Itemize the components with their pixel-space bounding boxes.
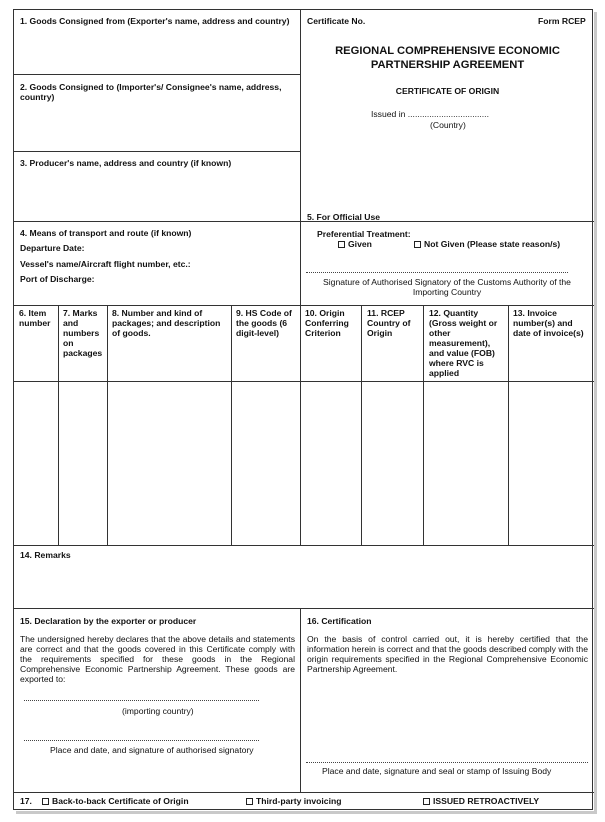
box17-label: 17. (20, 796, 32, 806)
divider (423, 305, 424, 545)
box4-label: 4. Means of transport and route (if known) (20, 228, 192, 238)
third-party-label: Third-party invoicing (256, 796, 342, 806)
third-party-option[interactable] (246, 796, 341, 806)
issuing-body-signature-line (306, 762, 588, 763)
port-of-discharge-label: Port of Discharge: (20, 274, 95, 284)
certificate-form (13, 9, 593, 810)
divider (14, 792, 594, 793)
col-quantity-value: 12. Quantity (Gross weight or other measurement), and value (FOB) where RVC is applied (429, 308, 498, 378)
divider (14, 381, 594, 382)
exporter-signature-caption: Place and date, and signature of authorised signatory (50, 745, 254, 755)
country-caption: (Country) (430, 120, 466, 130)
checkbox-icon[interactable] (414, 241, 421, 248)
divider (14, 74, 300, 75)
col-rcep-country: 11. RCEP Country of Origin (367, 308, 411, 338)
col-item-number: 6. Item number (19, 308, 51, 328)
issued-retroactively-option[interactable] (423, 796, 539, 806)
issued-in-label: Issued in .................................. (371, 109, 489, 119)
box15-label: 15. Declaration by the exporter or producer (20, 616, 197, 626)
col-origin-criterion: 10. Origin Conferring Criterion (305, 308, 349, 338)
issued-retroactively-label: ISSUED RETROACTIVELY (433, 796, 540, 806)
customs-signature-caption: Signature of Authorised Signatory of the Customs Authority of the Importing Country (323, 277, 571, 297)
divider (14, 151, 300, 152)
box14-label: 14. Remarks (20, 550, 71, 560)
divider (300, 305, 301, 545)
not-given-option[interactable] (414, 239, 560, 249)
checkbox-icon[interactable] (338, 241, 345, 248)
back-to-back-label: Back-to-back Certificate of Origin (52, 796, 189, 806)
divider (58, 305, 59, 545)
col-invoice: 13. Invoice number(s) and date of invoice(s) (513, 308, 584, 338)
importing-country-line (24, 700, 259, 701)
signature-line (306, 272, 568, 273)
certificate-no-label: Certificate No. (307, 16, 366, 26)
divider (14, 305, 594, 306)
divider (14, 608, 594, 609)
divider (107, 305, 108, 545)
box3-label: 3. Producer's name, address and country (if known) (20, 158, 232, 168)
col-marks-numbers: 7. Marks and numbers on packages (63, 308, 103, 358)
exporter-signature-line (24, 740, 259, 741)
divider (508, 305, 509, 545)
form-title-line1: REGIONAL COMPREHENSIVE ECONOMIC (335, 45, 560, 57)
preferential-treatment-label: Preferential Treatment: (317, 229, 411, 239)
divider (14, 221, 594, 222)
box1-label: 1. Goods Consigned from (Exporter's name, address and country) (20, 16, 290, 26)
departure-date-label: Departure Date: (20, 243, 85, 253)
declaration-text: The undersigned hereby declares that the above details and statements are correct and that the goods covered in this Certificate comply with the requirements specified for these goods in the Regional Comprehensive Economic Partnership Agreement. These goods are exported to: (20, 634, 295, 684)
back-to-back-option[interactable] (42, 796, 189, 806)
divider (300, 608, 301, 792)
checkbox-icon[interactable] (246, 798, 253, 805)
divider (361, 305, 362, 545)
box5-label: 5. For Official Use (307, 212, 381, 222)
col-hs-code: 9. HS Code of the goods (6 digit-level) (236, 308, 292, 338)
box2-label: 2. Goods Consigned to (Importer's/ Consignee's name, address, country) (20, 82, 282, 102)
divider (231, 305, 232, 545)
divider (14, 545, 594, 546)
form-title-line2: PARTNERSHIP AGREEMENT (370, 59, 525, 71)
certificate-of-origin-title: CERTIFICATE OF ORIGIN (395, 86, 500, 96)
box16-label: 16. Certification (307, 616, 372, 626)
importing-country-caption: (importing country) (122, 706, 194, 716)
checkbox-icon[interactable] (423, 798, 430, 805)
checkbox-icon[interactable] (42, 798, 49, 805)
given-label: Given (348, 239, 372, 249)
not-given-label: Not Given (Please state reason/s) (424, 239, 561, 249)
issuing-body-caption: Place and date, signature and seal or stamp of Issuing Body (322, 766, 552, 776)
col-packages-description: 8. Number and kind of packages; and description of goods. (112, 308, 221, 338)
vessel-label: Vessel's name/Aircraft flight number, etc.: (20, 259, 191, 269)
given-option[interactable] (338, 239, 372, 249)
certification-text: On the basis of control carried out, it is hereby certified that the information herein is correct and that the goods described comply with the origin requirements specified in the Regional Comprehensive Economic Partnership Agreement. (307, 634, 588, 674)
form-label: Form RCEP (538, 16, 586, 26)
